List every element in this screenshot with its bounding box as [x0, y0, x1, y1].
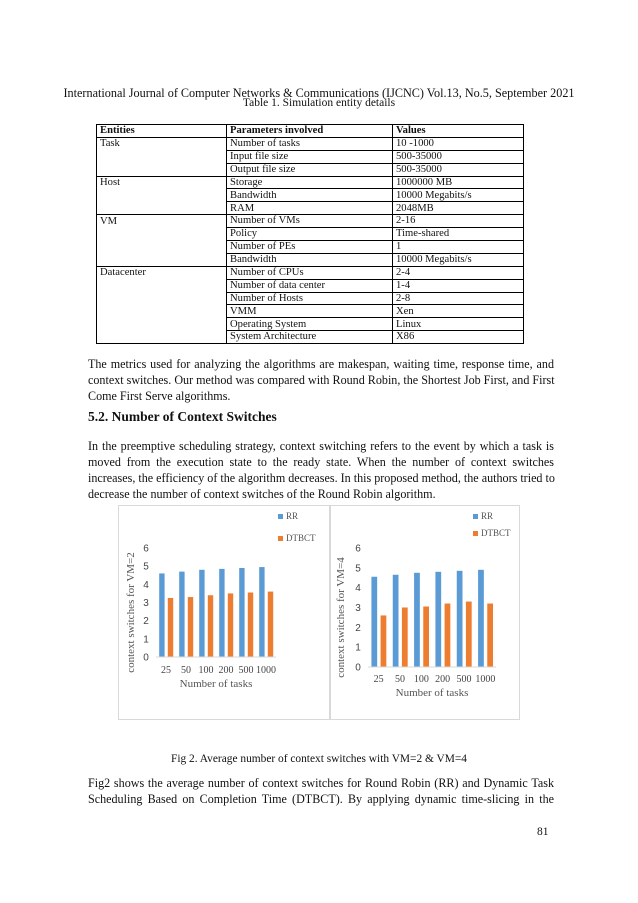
entity-cell: [97, 253, 227, 266]
value-cell: 10000 Megabits/s: [393, 253, 524, 266]
value-cell: 2048MB: [393, 202, 524, 215]
legend-label-dtbct: DTBCT: [286, 533, 316, 543]
entity-cell: [97, 318, 227, 331]
x-tick-label: 200: [435, 674, 451, 685]
legend-swatch-dtbct: [278, 536, 283, 541]
parameter-cell: Number of tasks: [227, 137, 393, 150]
bar-rr-500: [239, 568, 244, 657]
entity-cell: [97, 241, 227, 254]
value-cell: 1-4: [393, 279, 524, 292]
y-tick-label: 1: [143, 634, 149, 646]
bar-dtbct-500: [466, 602, 472, 667]
y-tick-label: 1: [355, 642, 361, 654]
y-tick-label: 3: [143, 598, 149, 609]
x-axis-label: Number of tasks: [395, 687, 469, 699]
value-cell: 1000000 MB: [393, 176, 524, 189]
y-tick-label: 4: [143, 579, 149, 591]
bar-rr-50: [393, 575, 399, 667]
parameter-cell: Number of data center: [227, 279, 393, 292]
value-cell: 2-16: [393, 215, 524, 228]
value-cell: 10 -1000: [393, 137, 524, 150]
parameter-cell: Input file size: [227, 150, 393, 163]
entity-cell: VM: [97, 215, 227, 228]
x-axis-label: Number of tasks: [179, 678, 253, 690]
table-row: [97, 253, 524, 266]
journal-header: International Journal of Computer Networks & Communications (IJCNC) Vol.13, No.5, September 2021: [63, 86, 575, 100]
parameter-cell: Output file size: [227, 163, 393, 176]
table-row: [97, 189, 524, 202]
table-row: [97, 266, 524, 279]
y-tick-label: 6: [355, 543, 361, 555]
y-tick-label: 6: [143, 543, 149, 555]
legend-swatch-dtbct: [473, 531, 478, 536]
entity-cell: [97, 202, 227, 215]
table-row: [97, 150, 524, 163]
column-header: Parameters involved: [227, 125, 393, 138]
entity-cell: [97, 279, 227, 292]
bar-rr-500: [457, 571, 463, 667]
bar-rr-100: [414, 573, 420, 667]
x-tick-label: 25: [161, 665, 171, 676]
metrics-paragraph: [88, 356, 554, 404]
table-row: [97, 228, 524, 241]
y-axis-label: context switches for VM=4: [335, 557, 347, 678]
table-row: [97, 279, 524, 292]
entity-cell: [97, 189, 227, 202]
table-row: [97, 202, 524, 215]
x-tick-label: 100: [413, 674, 429, 685]
parameter-cell: System Architecture: [227, 331, 393, 344]
text-line: Scheduling Based on Completion Time (DTBCT). By applying dynamic time-slicing in the: [88, 792, 554, 806]
bar-dtbct-200: [228, 593, 233, 657]
text-line: The metrics used for analyzing the algorithms are makespan, waiting time, response time, and: [88, 357, 554, 371]
entity-cell: Task: [97, 137, 227, 150]
bar-rr-1000: [478, 570, 484, 667]
parameter-cell: Storage: [227, 176, 393, 189]
y-tick-label: 3: [355, 603, 361, 614]
x-tick-label: 1000: [475, 674, 496, 685]
y-tick-label: 0: [143, 652, 149, 664]
bar-rr-1000: [259, 567, 264, 657]
bar-dtbct-25: [168, 598, 173, 657]
bar-rr-200: [435, 572, 441, 667]
table-row: [97, 163, 524, 176]
bar-rr-50: [179, 572, 184, 657]
chart-vm4: [330, 505, 520, 720]
value-cell: 10000 Megabits/s: [393, 189, 524, 202]
bar-dtbct-500: [248, 593, 253, 657]
figure-description-paragraph: [88, 775, 554, 807]
parameter-cell: VMM: [227, 305, 393, 318]
table-row: [97, 292, 524, 305]
value-cell: Xen: [393, 305, 524, 318]
x-tick-label: 200: [218, 665, 234, 676]
bar-dtbct-25: [381, 615, 387, 667]
parameter-cell: Bandwidth: [227, 189, 393, 202]
table-row: [97, 318, 524, 331]
text-line: moved from the execution state to the ready state. When the number of context switches: [88, 455, 554, 469]
parameter-cell: Policy: [227, 228, 393, 241]
entity-cell: Datacenter: [97, 266, 227, 279]
text-line: Fig2 shows the average number of context switches for Round Robin (RR) and Dynamic Task: [88, 776, 554, 790]
entity-cell: Host: [97, 176, 227, 189]
value-cell: 500-35000: [393, 163, 524, 176]
bar-dtbct-1000: [268, 592, 273, 657]
text-line: decrease the number of context switches of the Round Robin algorithm.: [88, 487, 436, 501]
table-row: [97, 137, 524, 150]
entity-cell: [97, 331, 227, 344]
bar-dtbct-50: [402, 608, 408, 668]
parameter-cell: Bandwidth: [227, 253, 393, 266]
context-switch-paragraph: [88, 438, 554, 502]
legend-swatch-rr: [278, 514, 283, 519]
x-tick-label: 500: [238, 665, 254, 676]
text-line: context switches. Our method was compared with Round Robin, the Shortest Job First, and First: [88, 373, 555, 387]
text-line: Come First Serve algorithms.: [88, 389, 231, 403]
table-row: [97, 241, 524, 254]
text-line: increases, the efficiency of the algorithm decreases. In this proposed method, the authors tried to: [88, 471, 555, 485]
y-tick-label: 0: [355, 662, 361, 674]
table-body: [97, 137, 524, 343]
x-tick-label: 25: [373, 674, 384, 685]
parameter-cell: Number of PEs: [227, 241, 393, 254]
entity-cell: [97, 305, 227, 318]
x-tick-label: 50: [181, 665, 191, 676]
page-number: 81: [537, 826, 549, 838]
value-cell: 2-4: [393, 266, 524, 279]
y-tick-label: 2: [355, 622, 361, 634]
text-line: In the preemptive scheduling strategy, context switching refers to the event by which a task is: [88, 439, 554, 453]
y-tick-label: 5: [355, 563, 361, 575]
parameter-cell: Number of VMs: [227, 215, 393, 228]
bar-dtbct-100: [208, 595, 213, 657]
entity-cell: [97, 292, 227, 305]
table-row: [97, 305, 524, 318]
table-row: [97, 331, 524, 344]
table-header-row: [97, 125, 524, 138]
value-cell: Linux: [393, 318, 524, 331]
table-caption: Table 1. Simulation entity details: [242, 97, 396, 109]
bar-dtbct-1000: [487, 604, 493, 667]
x-tick-label: 50: [395, 674, 405, 685]
parameter-cell: Number of CPUs: [227, 266, 393, 279]
bar-rr-25: [371, 577, 377, 667]
legend-label-rr: RR: [286, 511, 299, 521]
y-tick-label: 4: [355, 583, 361, 595]
legend-label-dtbct: DTBCT: [481, 528, 511, 538]
column-header: Entities: [97, 125, 227, 138]
simulation-entity-table: [96, 124, 524, 344]
x-tick-label: 500: [456, 674, 472, 685]
legend-swatch-rr: [473, 514, 478, 519]
x-tick-label: 100: [198, 665, 214, 676]
value-cell: 2-8: [393, 292, 524, 305]
section-title: 5.2. Number of Context Switches: [88, 409, 277, 424]
value-cell: 1: [393, 241, 524, 254]
parameter-cell: Operating System: [227, 318, 393, 331]
column-header: Values: [393, 125, 524, 138]
y-axis-label: context switches for VM=2: [125, 552, 137, 673]
parameter-cell: RAM: [227, 202, 393, 215]
x-tick-label: 1000: [256, 665, 276, 676]
bar-dtbct-100: [423, 607, 429, 667]
value-cell: 500-35000: [393, 150, 524, 163]
figure-caption: Fig 2. Average number of context switches with VM=2 & VM=4: [171, 753, 467, 765]
value-cell: X86: [393, 331, 524, 344]
bar-rr-100: [199, 570, 204, 657]
value-cell: Time-shared: [393, 228, 524, 241]
entity-cell: [97, 163, 227, 176]
bar-rr-25: [159, 573, 164, 657]
bar-dtbct-200: [445, 604, 451, 667]
y-tick-label: 5: [143, 561, 149, 573]
entity-cell: [97, 150, 227, 163]
legend-label-rr: RR: [481, 511, 494, 521]
bar-rr-200: [219, 569, 224, 657]
y-tick-label: 2: [143, 616, 149, 628]
parameter-cell: Number of Hosts: [227, 292, 393, 305]
bar-dtbct-50: [188, 597, 193, 657]
table-row: [97, 215, 524, 228]
entity-cell: [97, 228, 227, 241]
table-row: [97, 176, 524, 189]
chart-vm2: [118, 505, 330, 720]
